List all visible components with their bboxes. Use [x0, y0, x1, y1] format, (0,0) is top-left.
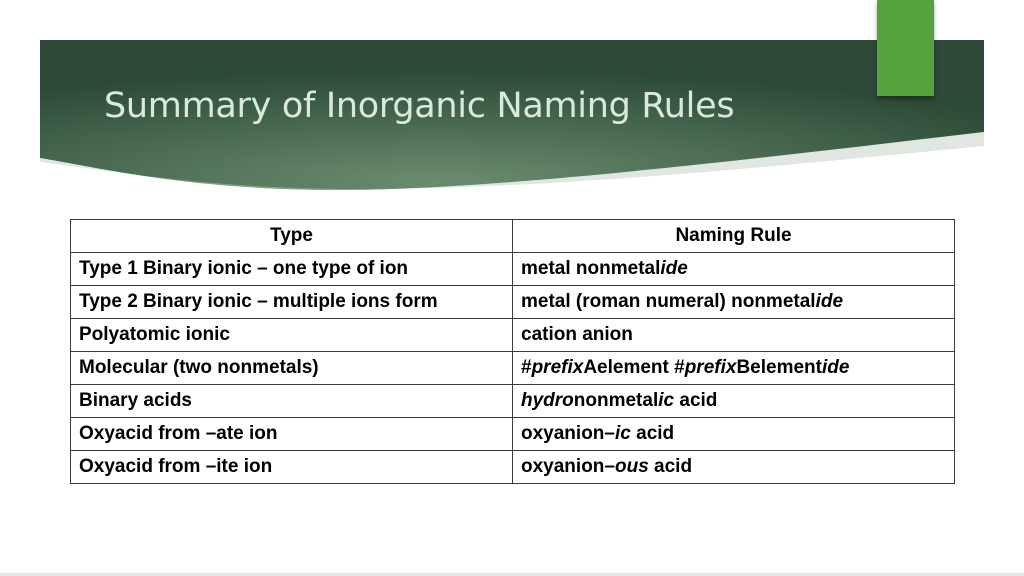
type-cell: Molecular (two nonmetals) — [71, 352, 513, 385]
table-header-row — [71, 220, 955, 253]
rule-segment: oxyanion– — [521, 423, 615, 444]
naming-rule-cell — [513, 385, 955, 418]
type-cell: Binary acids — [71, 385, 513, 418]
naming-rule-cell — [513, 286, 955, 319]
naming-rule-cell — [513, 418, 955, 451]
rule-italic-segment: ous — [614, 456, 649, 477]
type-cell: Oxyacid from –ate ion — [71, 418, 513, 451]
table-row — [71, 253, 955, 286]
table-row — [71, 451, 955, 484]
type-cell: Polyatomic ionic — [71, 319, 513, 352]
naming-rule-cell — [513, 352, 955, 385]
rule-segment: Aelement # — [583, 357, 685, 378]
rule-italic-segment: prefix — [684, 357, 737, 378]
rule-segment: metal nonmetal — [521, 258, 661, 279]
table-row — [71, 319, 955, 352]
rule-segment: acid — [648, 456, 693, 477]
slide-title: Summary of Inorganic Naming Rules — [104, 86, 735, 126]
rule-italic-segment: ic — [614, 423, 631, 444]
naming-rule-cell — [513, 253, 955, 286]
type-cell: Type 2 Binary ionic – multiple ions form — [71, 286, 513, 319]
rule-italic-segment: ide — [815, 291, 844, 312]
accent-tab — [877, 0, 934, 96]
rule-italic-segment: hydro — [521, 390, 574, 411]
header-type: Type — [71, 220, 513, 253]
rule-italic-segment: ide — [660, 258, 688, 279]
table-row — [71, 286, 955, 319]
table-row — [71, 352, 955, 385]
rule-segment: oxyanion– — [521, 456, 615, 477]
rule-segment: acid — [630, 423, 675, 444]
table-row — [71, 385, 955, 418]
table-body — [71, 253, 955, 484]
rule-segment: metal (roman numeral) nonmetal — [521, 291, 816, 312]
rule-italic-segment: ide — [821, 357, 850, 378]
header-naming-rule: Naming Rule — [513, 220, 955, 253]
naming-rules-table — [70, 219, 955, 484]
rule-segment: nonmetal — [573, 390, 659, 411]
rule-segment: # — [521, 357, 532, 378]
naming-rule-cell — [513, 451, 955, 484]
naming-rule-cell — [513, 319, 955, 352]
rule-segment: acid — [674, 390, 718, 411]
type-cell: Oxyacid from –ite ion — [71, 451, 513, 484]
rule-italic-segment: prefix — [531, 357, 584, 378]
rule-italic-segment: ic — [658, 390, 675, 411]
rule-segment: Belement — [736, 357, 822, 378]
table-row — [71, 418, 955, 451]
rule-segment: cation anion — [521, 324, 633, 345]
type-cell: Type 1 Binary ionic – one type of ion — [71, 253, 513, 286]
